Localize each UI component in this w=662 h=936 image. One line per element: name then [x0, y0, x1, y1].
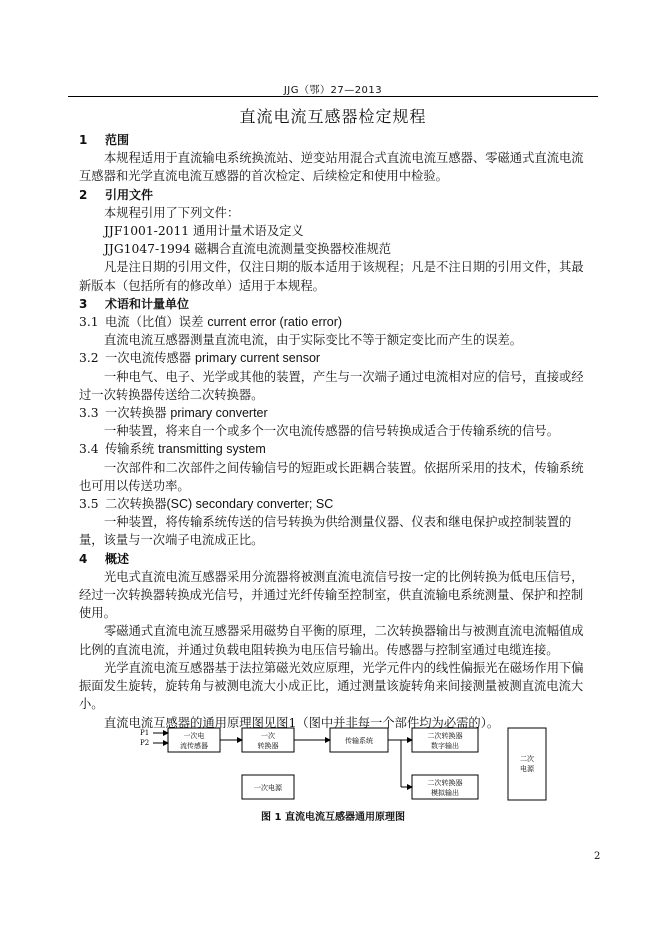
section-4-paragraph: 光电式直流电流互感器采用分流器将被测直流电流信号按一定的比例转换为低电压信号，经过一次转换器转换成光信号，并通过光纤传输至控制室，供直流输电系统测量、保护和控制使用。 — [79, 569, 584, 621]
digital-label-2: 数字输出 — [431, 742, 459, 750]
secondary-power-label-1: 二次 — [520, 755, 534, 763]
analog-label-1: 二次转换器 — [427, 779, 463, 787]
section-4-paragraph: 直流电流互感器的通用原理图见图1（图中并非每一个部件均为必需的）。 — [104, 715, 500, 730]
section-1-heading: 1 范围 — [79, 133, 130, 147]
header-rule — [68, 96, 598, 97]
term-3-3-definition: 一种装置，将来自一个或多个一次电流传感器的信号转换成适合于传输系统的信号。 — [104, 424, 559, 439]
secondary-power-box — [508, 728, 546, 800]
section-2-heading: 2 引用文件 — [79, 187, 154, 202]
primary-power-label: 一次电源 — [254, 784, 282, 792]
page-number: 2 — [594, 851, 601, 862]
term-3-3: 3.3 一次转换器 primary converter — [79, 406, 268, 421]
section-1-paragraph: 本规程适用于直流输电系统换流站、逆变站用混合式直流电流互感器、零磁通式直流电流互感器和光学直流电流互感器的首次检定、后续检定和使用中检验。 — [79, 151, 584, 184]
section-4-heading: 4 概述 — [79, 551, 130, 566]
document-code: JJG（鄂）27—2013 — [283, 85, 383, 96]
term-3-1: 3.1 电流（比值）误差 current error (ratio error) — [79, 315, 343, 330]
term-3-4: 3.4 传输系统 transmitting system — [79, 442, 266, 457]
transmitting-label: 传输系统 — [345, 737, 373, 745]
sensor-label-1: 一次电 — [183, 732, 205, 740]
document-body — [79, 131, 595, 732]
sensor-label-2: 流传感器 — [180, 742, 208, 750]
p2-label: P2 — [140, 739, 150, 747]
section-2-intro: 本规程引用了下列文件： — [104, 205, 240, 220]
page-title: 直流电流互感器检定规程 — [239, 107, 427, 126]
reference-item: JJF1001-2011 通用计量术语及定义 — [104, 224, 304, 239]
figure-caption: 图 1 直流电流互感器通用原理图 — [261, 812, 405, 823]
principle-diagram — [120, 723, 560, 807]
converter-label-2: 转换器 — [257, 742, 279, 750]
section-2-note: 凡是注日期的引用文件，仅注日期的版本适用于该规程；凡是不注日期的引用文件，其最新版本（包括所有的修改单）适用于本规程。 — [79, 260, 584, 293]
section-3-heading: 3 术语和计量单位 — [79, 296, 190, 311]
term-3-4-definition: 一次部件和二次部件之间传输信号的短距或长距耦合装置。依据所采用的技术，传输系统也可用以传送功率。 — [79, 460, 584, 493]
reference-item: JJG1047-1994 磁耦合直流电流测量变换器校准规范 — [104, 242, 392, 257]
analog-label-2: 模拟输出 — [431, 789, 459, 797]
term-3-2-definition: 一种电气、电子、光学或其他的装置，产生与一次端子通过电流相对应的信号，直接或经过一次转换器传送给二次转换器。 — [79, 369, 584, 402]
secondary-power-label-2: 电源 — [520, 765, 534, 773]
converter-label-1: 一次 — [261, 732, 275, 740]
p1-label: P1 — [140, 729, 150, 737]
section-4-paragraph: 光学直流电流互感器基于法拉第磁光效应原理，光学元件内的线性偏振光在磁场作用下偏振面发生旋转，旋转角与被测电流大小成正比，通过测量该旋转角来间接测量被测直流电流大小。 — [79, 660, 584, 712]
term-3-1-definition: 直流电流互感器测量直流电流，由于实际变比不等于额定变比而产生的误差。 — [104, 333, 523, 348]
term-3-2: 3.2 一次电流传感器 primary current sensor — [79, 351, 321, 366]
digital-label-1: 二次转换器 — [427, 732, 463, 740]
term-3-5: 3.5 二次转换器(SC) secondary converter; SC — [79, 497, 334, 512]
section-4-paragraph: 零磁通式直流电流互感器采用磁势自平衡的原理，二次转换器输出与被测直流电流幅值成比例的直流电流，并通过负载电阻转换为电压信号输出。传感器与控制室通过电缆连接。 — [79, 624, 584, 657]
term-3-5-definition: 一种装置，将传输系统传送的信号转换为供给测量仪器、仪表和继电保护或控制装置的量，该量与一次端子电流成正比。 — [79, 515, 572, 548]
